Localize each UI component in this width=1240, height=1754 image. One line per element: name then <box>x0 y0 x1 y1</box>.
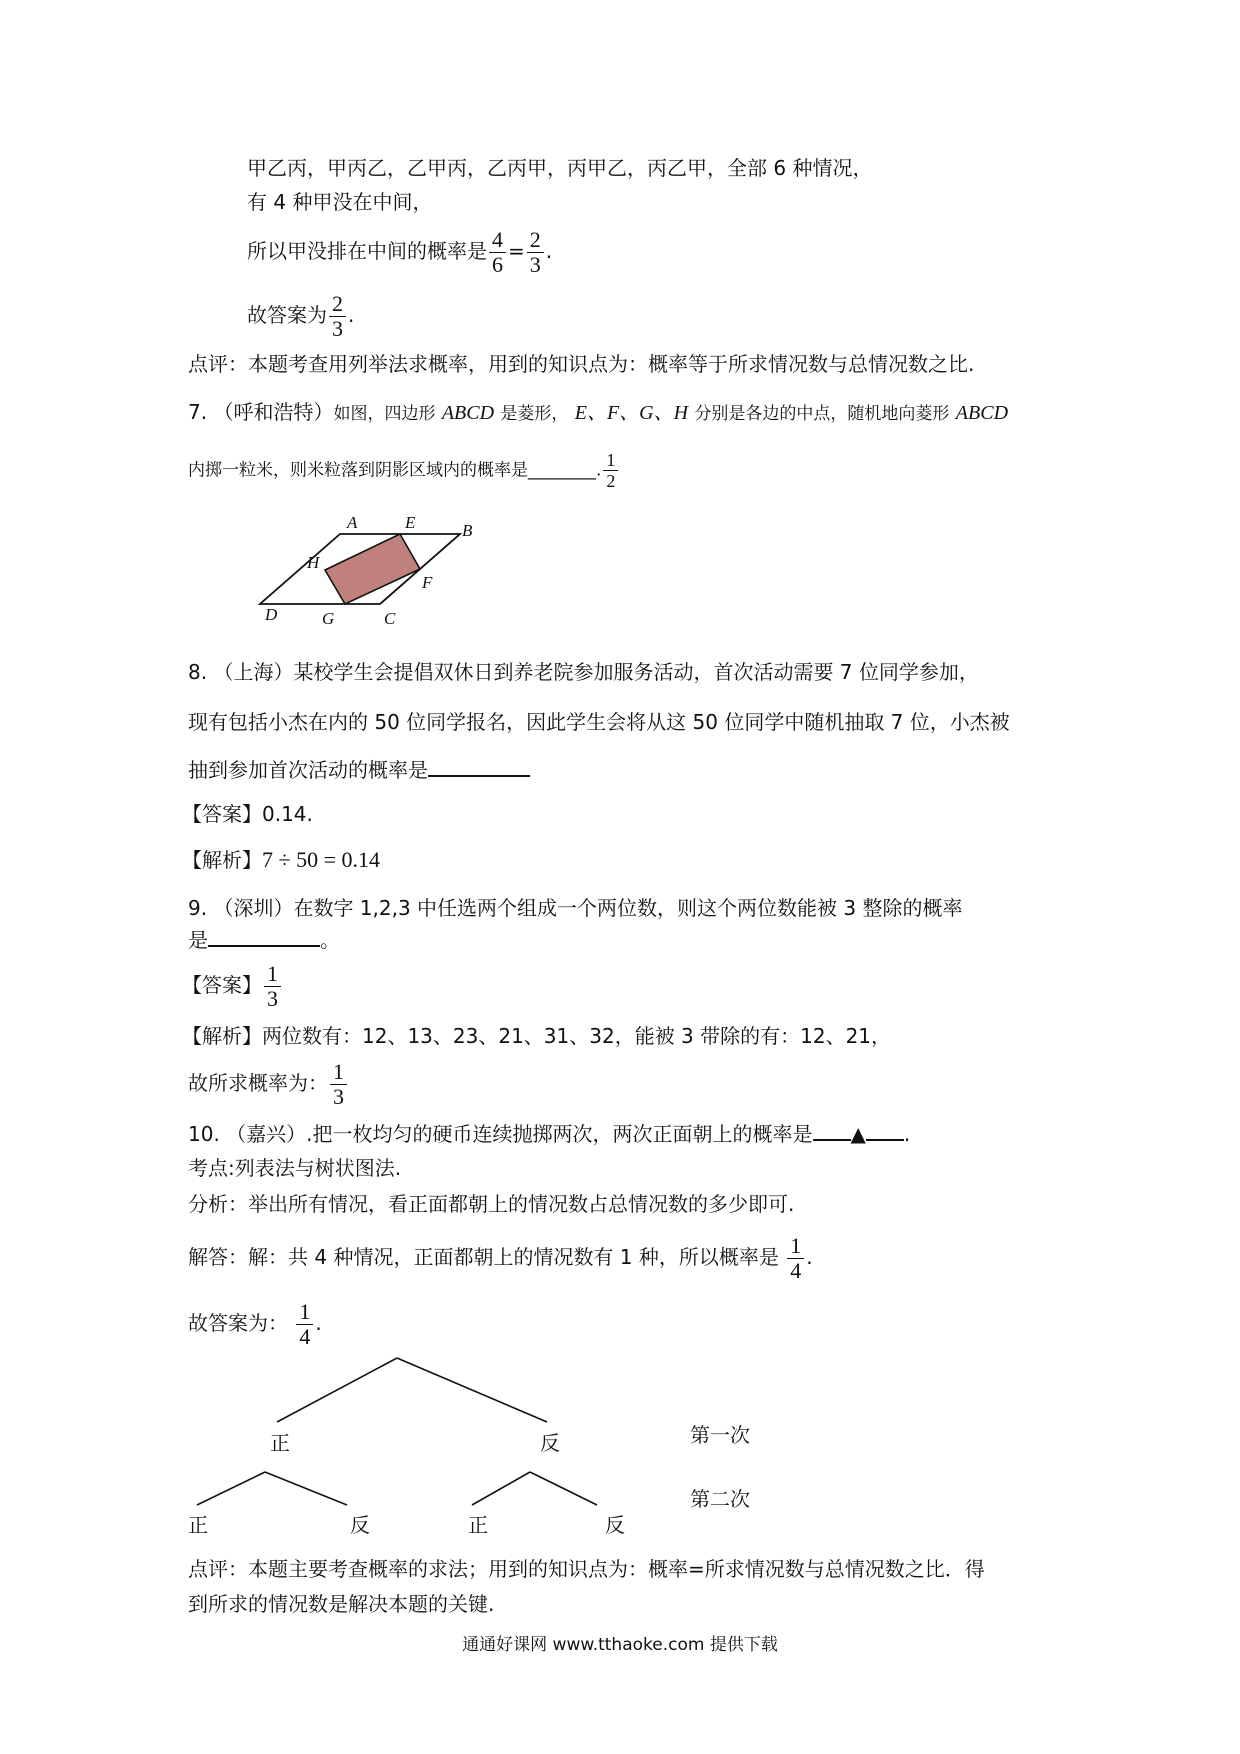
answer-blank <box>428 757 530 777</box>
q10-analysis: 分析：举出所有情况，看正面都朝上的情况数占总情况数的多少即可. <box>188 1192 795 1216</box>
q7-text: 如图，四边形 <box>333 404 436 424</box>
tree-tails-2a: 反 <box>350 1513 370 1537</box>
fraction-numerator: 4 <box>489 228 506 253</box>
fraction-denominator: 6 <box>492 252 503 277</box>
fraction-numerator: 1 <box>296 1300 313 1325</box>
answer-blank <box>813 1121 851 1141</box>
label-h: H <box>307 553 320 572</box>
q10-comment-2: 到所求的情况数是解决本题的关键. <box>188 1592 495 1616</box>
analysis-label: 【解析】 <box>182 848 262 872</box>
q10-solution-text: 解答：解：共 4 种情况，正面都朝上的情况数有 1 种，所以概率是 <box>188 1245 779 1269</box>
fraction <box>787 1234 804 1283</box>
fraction <box>329 292 346 341</box>
fraction-denominator: 3 <box>332 316 343 341</box>
q7-source: （呼和浩特） <box>213 400 334 424</box>
q6-answer <box>247 292 354 341</box>
q8-analysis-formula: 7 ÷ 50 = 0.14 <box>262 847 380 872</box>
rhombus-figure <box>255 512 485 630</box>
label-b: B <box>462 521 473 540</box>
fraction-denominator: 2 <box>606 471 616 491</box>
fraction-numerator: 1 <box>264 962 281 987</box>
fraction-denominator: 3 <box>267 986 278 1011</box>
q8-line-3-text: 抽到参加首次活动的概率是 <box>188 758 428 782</box>
fraction-numerator: 1 <box>603 450 618 471</box>
q9-line-1: 9. （深圳）在数字 1,2,3 中任选两个组成一个两位数，则这个两位数能被 3 整除的概率 <box>188 896 963 920</box>
page-footer: 通通好课网 www.tthaoke.com 提供下载 <box>462 1635 778 1655</box>
q9-result-text: 故所求概率为： <box>188 1071 328 1095</box>
q9-result <box>188 1060 349 1109</box>
answer-blank <box>866 1121 904 1141</box>
tree-heads-2a: 正 <box>188 1513 208 1537</box>
label-g: G <box>322 609 335 628</box>
tree-first-label: 第一次 <box>690 1423 750 1447</box>
q7-line-2-text: 内掷一粒米，则米粒落到阴影区域内的概率是________. <box>188 460 602 481</box>
fraction-numerator: 2 <box>329 292 346 317</box>
period: . <box>903 1122 911 1146</box>
q8-line-2: 现有包括小杰在内的 50 位同学报名，因此学生会将从这 50 位同学中随机抽取 7 位，小杰被 <box>188 710 1010 734</box>
q9-line-2 <box>188 926 340 954</box>
label-c: C <box>384 609 396 628</box>
fraction <box>489 228 506 277</box>
fraction-denominator: 3 <box>529 252 541 277</box>
q10-line-1 <box>188 1120 910 1148</box>
q7-abcd: ABCD <box>955 402 1009 424</box>
tree-tails-2b: 反 <box>605 1513 625 1537</box>
q6-answer-text: 故答案为 <box>247 303 327 327</box>
q7-text: 是菱形， <box>500 404 569 424</box>
label-e: E <box>405 513 416 532</box>
q8-answer-value: 0.14. <box>262 802 313 826</box>
q7-line-2 <box>188 450 620 491</box>
fraction-denominator: 4 <box>790 1258 802 1283</box>
q6-comment: 点评：本题考查用列举法求概率，用到的知识点为：概率等于所求情况数与总情况数之比. <box>188 352 975 376</box>
label-d: D <box>265 605 278 624</box>
fraction-numerator: 1 <box>330 1060 347 1085</box>
fraction <box>296 1300 313 1349</box>
q7-answer-fraction <box>603 450 618 491</box>
q9-analysis: 【解析】两位数有：12、13、23、21、31、32，能被 3 带除的有：12、21， <box>182 1024 892 1048</box>
fraction <box>264 962 281 1011</box>
q10-answer-text: 故答案为： <box>188 1311 288 1335</box>
period: 。 <box>320 928 340 952</box>
answer-label: 【答案】 <box>182 973 262 997</box>
q10-kaodian: 考点:列表法与树状图法. <box>188 1156 402 1180</box>
q7-efgh: E、F、G、H <box>574 402 689 424</box>
q6-line-2: 有 4 种甲没在中间， <box>247 190 433 214</box>
period: . <box>545 239 553 263</box>
label-f: F <box>422 573 433 592</box>
tree-heads-2b: 正 <box>468 1513 488 1537</box>
q9-line-2-text: 是 <box>188 928 208 952</box>
shaded-rectangle <box>325 534 420 604</box>
tree-tails-1: 反 <box>540 1431 560 1455</box>
q10-comment-1: 点评：本题主要考查概率的求法；用到的知识点为：概率=所求情况数与总情况数之比．得 <box>188 1557 985 1581</box>
fraction-numerator: 2 <box>527 228 544 253</box>
q7-text: 分别是各边的中点，随机地向菱形 <box>694 404 950 424</box>
q8-answer <box>182 800 313 828</box>
q10-solution <box>188 1234 813 1283</box>
equals-sign: = <box>508 239 525 263</box>
q6-line-3-text: 所以甲没排在中间的概率是 <box>247 239 487 263</box>
period: . <box>315 1311 322 1335</box>
tree-second-label: 第二次 <box>690 1487 750 1511</box>
q8-analysis <box>182 846 380 874</box>
q10-answer <box>188 1300 322 1349</box>
fraction-numerator: 1 <box>787 1234 804 1259</box>
label-a: A <box>347 513 358 532</box>
answer-blank <box>208 927 320 947</box>
q8-line-1: 8. （上海）某校学生会提倡双休日到养老院参加服务活动，首次活动需要 7 位同学参加， <box>188 660 979 684</box>
triangle-icon: ▲ <box>850 1122 866 1146</box>
q9-answer <box>182 962 283 1011</box>
q7-line-1 <box>188 398 1008 428</box>
q6-line-3 <box>247 228 552 277</box>
q10-line-1-text: 10. （嘉兴）.把一枚均匀的硬币连续抛掷两次，两次正面朝上的概率是 <box>188 1122 813 1146</box>
q7-number: 7. <box>188 400 208 424</box>
q6-line-1: 甲乙丙，甲丙乙，乙甲丙，乙丙甲，丙甲乙，丙乙甲，全部 6 种情况， <box>247 156 873 180</box>
fraction-denominator: 4 <box>299 1324 311 1349</box>
q7-abcd: ABCD <box>441 402 495 424</box>
period: . <box>806 1245 813 1269</box>
fraction-denominator: 3 <box>333 1084 344 1109</box>
tree-diagram <box>180 1350 800 1550</box>
answer-label: 【答案】 <box>182 802 262 826</box>
fraction <box>527 228 544 277</box>
q8-line-3 <box>188 756 530 784</box>
fraction <box>330 1060 347 1109</box>
tree-heads-1: 正 <box>270 1431 290 1455</box>
period: . <box>348 303 355 327</box>
